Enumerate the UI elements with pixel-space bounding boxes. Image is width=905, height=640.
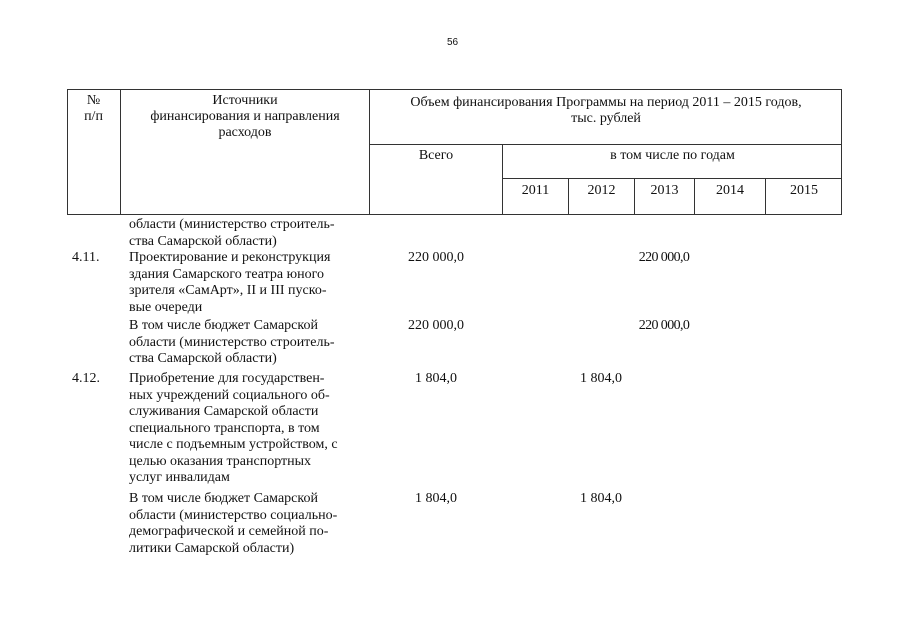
row-4-11-budget-desc: В том числе бюджет Самарской области (министерство строитель- ства Самарской области)	[129, 318, 335, 366]
row-4-12-budget-2012: 1 804,0	[580, 491, 622, 506]
row-4-11-total: 220 000,0	[408, 250, 464, 265]
row-4-12-number: 4.12.	[72, 371, 100, 386]
header-year-2014: 2014	[716, 183, 744, 198]
page-number: 56	[446, 37, 459, 48]
header-divider	[502, 178, 842, 179]
row-continuation-desc: области (министерство строитель- ства Самарской области)	[129, 217, 335, 249]
header-total: Всего	[418, 148, 454, 163]
header-by-years: в том числе по годам	[610, 148, 735, 163]
header-num-col: № п/п	[84, 93, 103, 124]
header-volume-title: Объем финансирования Программы на период 2011 – 2015 годов, тыс. рублей	[410, 95, 802, 126]
row-4-11-budget-total: 220 000,0	[408, 318, 464, 333]
header-year-2011: 2011	[521, 183, 550, 198]
row-4-12-total: 1 804,0	[415, 371, 457, 386]
row-4-11-desc: Проектирование и реконструкция здания Самарского театра юного зрителя «СамАрт», II и III пуско- вые очереди	[129, 250, 331, 315]
row-4-11-number: 4.11.	[72, 250, 100, 265]
header-divider	[369, 144, 842, 145]
row-4-12-2012: 1 804,0	[580, 371, 622, 386]
row-4-12-budget-total: 1 804,0	[415, 491, 457, 506]
row-4-12-budget-desc: В том числе бюджет Самарской области (министерство социально- демографической и семейной по- литики Самарской области)	[129, 491, 338, 556]
header-year-2013: 2013	[650, 183, 679, 198]
header-year-2015: 2015	[790, 183, 818, 198]
row-4-12-desc: Приобретение для государствен- ных учреждений социального об- служивания Самарской области специального транспорта, в том числе с подъемным устройством, с целью оказания транспортных услуг инвалидам	[129, 371, 338, 485]
header-source-col: Источники финансирования и направления расходов	[150, 93, 340, 140]
row-4-11-2013: 220 000,0	[638, 250, 690, 265]
header-year-2012: 2012	[587, 183, 616, 198]
row-4-11-budget-2013: 220 000,0	[638, 318, 690, 333]
